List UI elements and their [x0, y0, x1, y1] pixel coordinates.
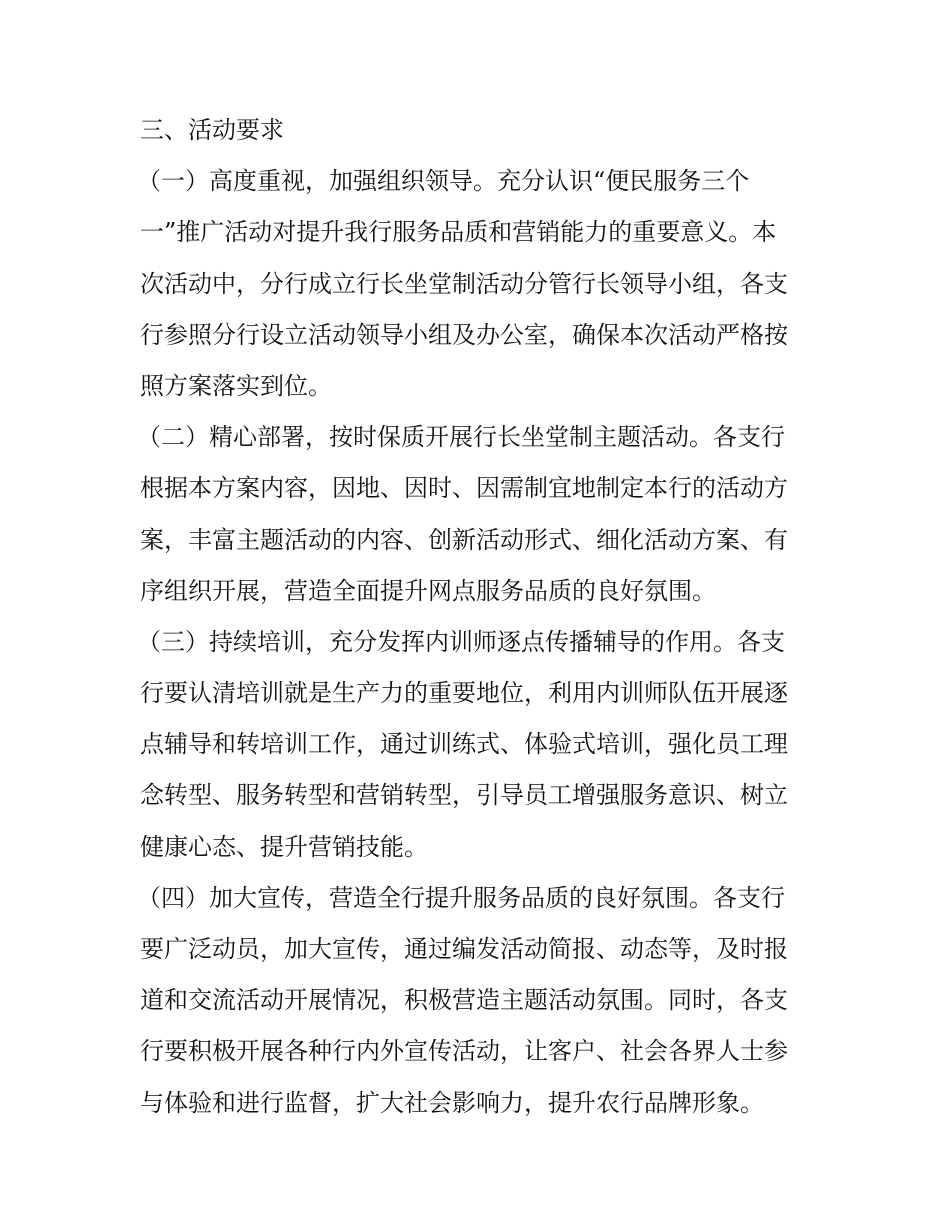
paragraph-line: （一）高度重视，加强组织领导。充分认识“便民服务三个 [137, 167, 750, 196]
paragraph-2 [137, 412, 812, 617]
paragraph-line: 根据本方案内容，因地、因时、因需制宜地制定本行的活动方 [140, 474, 788, 503]
paragraph-line: 序组织开展，营造全面提升网点服务品质的良好氛围。 [140, 576, 716, 605]
document-body [137, 105, 812, 1129]
paragraph-line: 念转型、服务转型和营销转型，引导员工增强服务意识、树立 [140, 781, 788, 810]
paragraph-line: （三）持续培训，充分发挥内训师逐点传播辅导的作用。各支 [137, 627, 785, 656]
paragraph-line: （二）精心部署，按时保质开展行长坐堂制主题活动。各支行 [137, 423, 785, 452]
paragraph-line: 与体验和进行监督，扩大社会影响力，提升农行品牌形象。 [140, 1088, 764, 1117]
paragraph-line: 照方案落实到位。 [140, 371, 332, 400]
paragraph-line: 道和交流活动开展情况，积极营造主题活动氛围。同时，各支 [140, 986, 788, 1015]
section-heading: 三、活动要求 [140, 116, 284, 144]
paragraph-line: 案，丰富主题活动的内容、创新活动形式、细化活动方案、有 [140, 525, 788, 554]
paragraph-line: 行要积极开展各种行内外宣传活动，让客户、社会各界人士参 [140, 1037, 788, 1066]
paragraph-line: 一”推广活动对提升我行服务品质和营销能力的重要意义。本 [140, 218, 777, 247]
paragraph-line: 行参照分行设立活动领导小组及办公室，确保本次活动严格按 [140, 320, 788, 349]
paragraph-line: 次活动中，分行成立行长坐堂制活动分管行长领导小组，各支 [140, 269, 788, 298]
paragraph-line: 要广泛动员，加大宣传，通过编发活动简报、动态等，及时报 [140, 935, 788, 963]
paragraph-1 [137, 156, 812, 412]
paragraph-line: 健康心态、提升营销技能。 [140, 832, 428, 861]
paragraph-line: 点辅导和转培训工作，通过训练式、体验式培训，强化员工理 [140, 730, 788, 759]
paragraph-line: 行要认清培训就是生产力的重要地位，利用内训师队伍开展逐 [140, 679, 788, 708]
paragraph-4 [137, 873, 812, 1129]
paragraph-3 [137, 617, 812, 873]
paragraph-line: （四）加大宣传，营造全行提升服务品质的良好氛围。各支行 [137, 883, 785, 912]
